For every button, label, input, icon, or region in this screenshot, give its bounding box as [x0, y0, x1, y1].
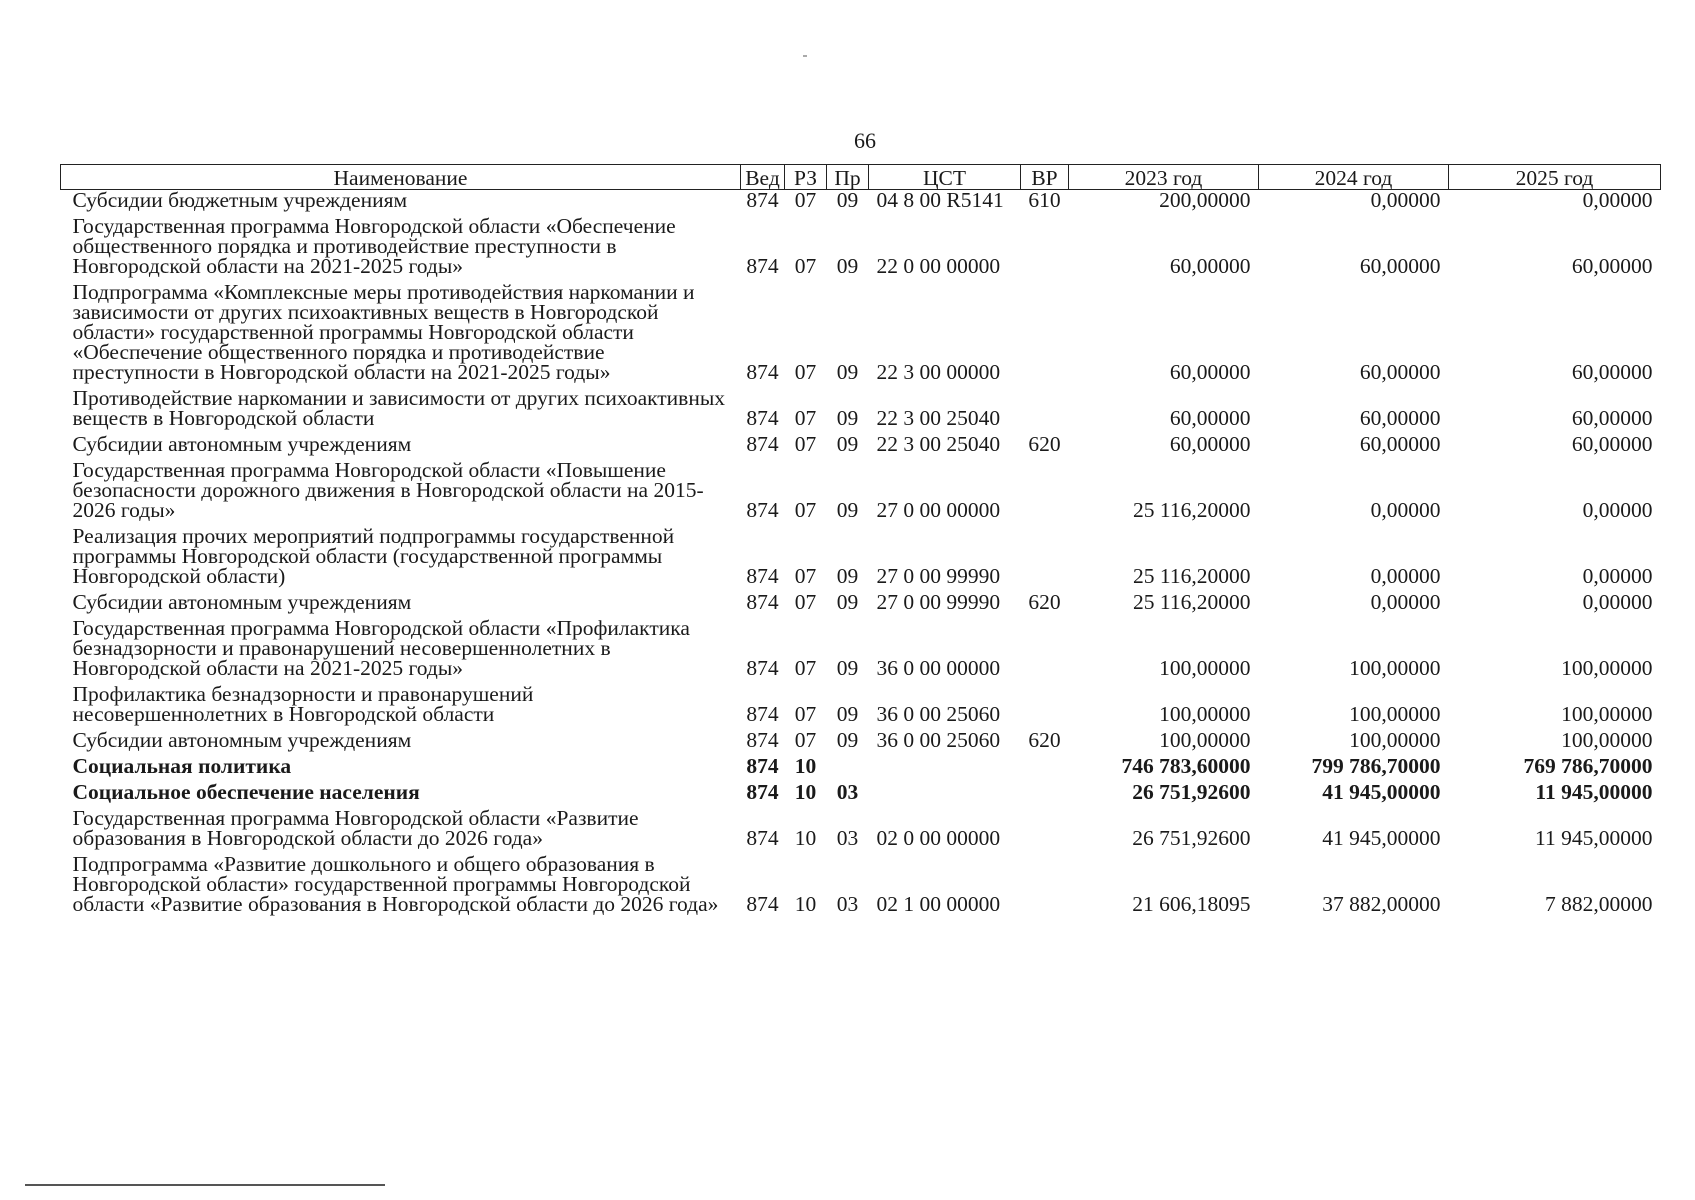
row-value-2024: 799 786,70000 — [1311, 754, 1441, 778]
row-ved: 874 — [746, 826, 779, 850]
row-value-2023: 25 116,20000 — [1133, 564, 1251, 588]
row-rz: 07 — [794, 360, 817, 384]
table-row — [61, 592, 1661, 618]
row-ved: 874 — [746, 702, 779, 726]
row-name: Государственная программа Новгородской области «Обеспечение общественного порядка и противодействие преступности в Новгородской области на 2021-2025 годы» — [72, 214, 676, 278]
column-header-2025: 2025 год — [1449, 165, 1661, 190]
row-value-2024: 60,00000 — [1359, 254, 1441, 278]
row-name: Субсидии автономным учреждениям — [72, 728, 412, 752]
row-vr — [1021, 808, 1069, 854]
row-value-2023: 26 751,92600 — [1132, 780, 1251, 804]
row-vr — [1021, 282, 1069, 388]
row-value-2023: 100,00000 — [1159, 656, 1251, 680]
column-header-2023: 2023 год — [1069, 165, 1259, 190]
row-vr — [1021, 782, 1069, 808]
row-value-2024: 41 945,00000 — [1322, 826, 1441, 850]
row-cst: 22 3 00 00000 — [876, 360, 1001, 384]
row-value-2023: 60,00000 — [1169, 254, 1251, 278]
table-row — [61, 190, 1661, 217]
row-value-2025: 7 882,00000 — [1545, 892, 1653, 916]
row-vr: 610 — [1028, 188, 1061, 212]
row-name: Государственная программа Новгородской области «Профилактика безнадзорности и правонарушений несовершеннолетних в Новгородской области на 2021-2025 годы» — [72, 616, 690, 680]
row-ved: 874 — [746, 892, 779, 916]
row-ved: 874 — [746, 432, 779, 456]
row-value-2025: 0,00000 — [1582, 498, 1653, 522]
table-row — [61, 388, 1661, 434]
column-header-pr: Пр — [827, 165, 869, 190]
row-value-2023: 60,00000 — [1169, 432, 1251, 456]
row-name: Противодействие наркомании и зависимости от других психоактивных веществ в Новгородской области — [72, 386, 726, 430]
row-value-2025: 60,00000 — [1571, 360, 1653, 384]
row-ved: 874 — [746, 254, 779, 278]
row-rz: 07 — [794, 188, 817, 212]
row-vr — [1021, 526, 1069, 592]
table-body — [61, 190, 1661, 921]
row-ved: 874 — [746, 360, 779, 384]
row-ved: 874 — [746, 188, 779, 212]
row-vr: 620 — [1028, 590, 1061, 614]
row-rz: 10 — [794, 780, 817, 804]
row-vr — [1021, 756, 1069, 782]
row-value-2023: 25 116,20000 — [1133, 498, 1251, 522]
budget-table — [60, 164, 1661, 920]
row-cst: 02 1 00 00000 — [876, 892, 1001, 916]
row-rz: 10 — [794, 826, 817, 850]
row-value-2023: 100,00000 — [1159, 702, 1251, 726]
row-name: Подпрограмма «Комплексные меры противодействия наркомании и зависимости от других психоактивных веществ в Новгородской области» государственной программы Новгородской области «Обеспечение общественного порядка и противодействие преступности в Новгородской области на 2021-2025 годы» — [72, 280, 695, 384]
column-header-ved: Вед — [741, 165, 785, 190]
row-ved: 874 — [746, 754, 779, 778]
row-value-2025: 11 945,00000 — [1535, 826, 1653, 850]
row-vr — [1021, 216, 1069, 282]
table-row — [61, 684, 1661, 730]
row-cst: 36 0 00 00000 — [876, 656, 1001, 680]
row-pr: 09 — [836, 254, 859, 278]
row-pr: 09 — [836, 360, 859, 384]
row-cst: 22 3 00 25040 — [876, 406, 1001, 430]
table-row — [61, 618, 1661, 684]
row-name: Субсидии автономным учреждениям — [72, 590, 412, 614]
row-name: Социальная политика — [72, 754, 292, 778]
row-value-2024: 100,00000 — [1349, 728, 1441, 752]
table-row — [61, 460, 1661, 526]
row-value-2024: 100,00000 — [1349, 702, 1441, 726]
row-name: Профилактика безнадзорности и правонарушений несовершеннолетних в Новгородской области — [72, 682, 534, 726]
row-cst: 02 0 00 00000 — [876, 826, 1001, 850]
row-rz: 10 — [794, 754, 817, 778]
row-cst: 27 0 00 99990 — [876, 564, 1001, 588]
row-value-2025: 11 945,00000 — [1535, 780, 1653, 804]
row-value-2025: 0,00000 — [1582, 188, 1653, 212]
row-vr: 620 — [1028, 728, 1061, 752]
row-ved: 874 — [746, 498, 779, 522]
row-name: Подпрограмма «Развитие дошкольного и общего образования в Новгородской области» государственной программы Новгородской области «Развитие образования в Новгородской области до 2026 года» — [72, 852, 719, 916]
row-pr: 09 — [836, 702, 859, 726]
scan-mark — [803, 55, 807, 57]
row-cst: 36 0 00 25060 — [876, 728, 1001, 752]
table-row — [61, 782, 1661, 808]
row-cst: 22 3 00 25040 — [876, 432, 1001, 456]
row-value-2024: 60,00000 — [1359, 360, 1441, 384]
row-ved: 874 — [746, 590, 779, 614]
row-rz: 07 — [794, 254, 817, 278]
row-value-2025: 100,00000 — [1561, 728, 1653, 752]
row-value-2024: 0,00000 — [1370, 590, 1441, 614]
row-value-2025: 0,00000 — [1582, 590, 1653, 614]
row-rz: 07 — [794, 702, 817, 726]
row-name: Субсидии автономным учреждениям — [72, 432, 412, 456]
row-pr: 09 — [836, 656, 859, 680]
row-value-2024: 0,00000 — [1370, 498, 1441, 522]
row-value-2024: 41 945,00000 — [1322, 780, 1441, 804]
row-rz: 07 — [794, 656, 817, 680]
row-pr: 09 — [836, 432, 859, 456]
page-number: 66 — [854, 128, 876, 153]
table-row — [61, 854, 1661, 920]
table-row — [61, 216, 1661, 282]
row-cst — [869, 756, 1021, 782]
footer-divider — [25, 1184, 385, 1186]
row-pr: 09 — [836, 564, 859, 588]
row-rz: 10 — [794, 892, 817, 916]
row-rz: 07 — [794, 432, 817, 456]
row-pr: 09 — [836, 498, 859, 522]
column-header-vr: ВР — [1021, 165, 1069, 190]
row-cst: 27 0 00 00000 — [876, 498, 1001, 522]
row-ved: 874 — [746, 406, 779, 430]
row-rz: 07 — [794, 728, 817, 752]
row-name: Реализация прочих мероприятий подпрограммы государственной программы Новгородской области (государственной программы Новгородской области) — [72, 524, 675, 588]
row-value-2024: 0,00000 — [1370, 564, 1441, 588]
row-value-2023: 26 751,92600 — [1132, 826, 1251, 850]
row-cst: 36 0 00 25060 — [876, 702, 1001, 726]
table-row — [61, 526, 1661, 592]
row-value-2024: 0,00000 — [1370, 188, 1441, 212]
row-ved: 874 — [746, 656, 779, 680]
table-row — [61, 730, 1661, 756]
column-header-name: Наименование — [61, 165, 741, 190]
row-cst — [869, 782, 1021, 808]
row-rz: 07 — [794, 498, 817, 522]
column-header-2024: 2024 год — [1259, 165, 1449, 190]
row-value-2025: 100,00000 — [1561, 702, 1653, 726]
row-vr — [1021, 684, 1069, 730]
row-value-2024: 60,00000 — [1359, 432, 1441, 456]
row-pr: 03 — [836, 826, 859, 850]
row-value-2024: 60,00000 — [1359, 406, 1441, 430]
row-value-2025: 60,00000 — [1571, 254, 1653, 278]
table-row — [61, 282, 1661, 388]
table-row — [61, 434, 1661, 460]
row-cst: 27 0 00 99990 — [876, 590, 1001, 614]
row-ved: 874 — [746, 564, 779, 588]
row-value-2023: 100,00000 — [1159, 728, 1251, 752]
row-name: Социальное обеспечение населения — [72, 780, 420, 804]
row-name: Государственная программа Новгородской области «Повышение безопасности дорожного движения в Новгородской области на 2015-2026 годы» — [72, 458, 704, 522]
row-value-2024: 37 882,00000 — [1322, 892, 1441, 916]
row-value-2025: 100,00000 — [1561, 656, 1653, 680]
table-header-row — [61, 165, 1661, 190]
row-value-2023: 60,00000 — [1169, 360, 1251, 384]
row-ved: 874 — [746, 780, 779, 804]
row-vr — [1021, 618, 1069, 684]
row-vr — [1021, 460, 1069, 526]
row-value-2023: 746 783,60000 — [1121, 754, 1251, 778]
row-value-2023: 60,00000 — [1169, 406, 1251, 430]
row-vr — [1021, 388, 1069, 434]
column-header-rz: РЗ — [785, 165, 827, 190]
column-header-cst: ЦСТ — [869, 165, 1021, 190]
row-value-2025: 0,00000 — [1582, 564, 1653, 588]
row-pr: 09 — [836, 188, 859, 212]
row-value-2024: 100,00000 — [1349, 656, 1441, 680]
row-value-2025: 60,00000 — [1571, 406, 1653, 430]
row-pr: 09 — [836, 728, 859, 752]
row-pr — [827, 756, 869, 782]
row-name: Субсидии бюджетным учреждениям — [72, 188, 408, 212]
row-value-2023: 200,00000 — [1159, 188, 1251, 212]
row-name: Государственная программа Новгородской области «Развитие образования в Новгородской области до 2026 года» — [72, 806, 639, 850]
row-cst: 04 8 00 R5141 — [876, 188, 1004, 212]
row-value-2023: 21 606,18095 — [1132, 892, 1251, 916]
row-rz: 07 — [794, 590, 817, 614]
row-ved: 874 — [746, 728, 779, 752]
row-vr: 620 — [1028, 432, 1061, 456]
row-pr: 09 — [836, 406, 859, 430]
row-pr: 09 — [836, 590, 859, 614]
row-pr: 03 — [836, 780, 859, 804]
row-pr: 03 — [836, 892, 859, 916]
row-cst: 22 0 00 00000 — [876, 254, 1001, 278]
row-value-2025: 60,00000 — [1571, 432, 1653, 456]
row-rz: 07 — [794, 406, 817, 430]
table-row — [61, 808, 1661, 854]
row-vr — [1021, 854, 1069, 920]
row-rz: 07 — [794, 564, 817, 588]
row-value-2025: 769 786,70000 — [1523, 754, 1653, 778]
row-value-2023: 25 116,20000 — [1133, 590, 1251, 614]
table-row — [61, 756, 1661, 782]
